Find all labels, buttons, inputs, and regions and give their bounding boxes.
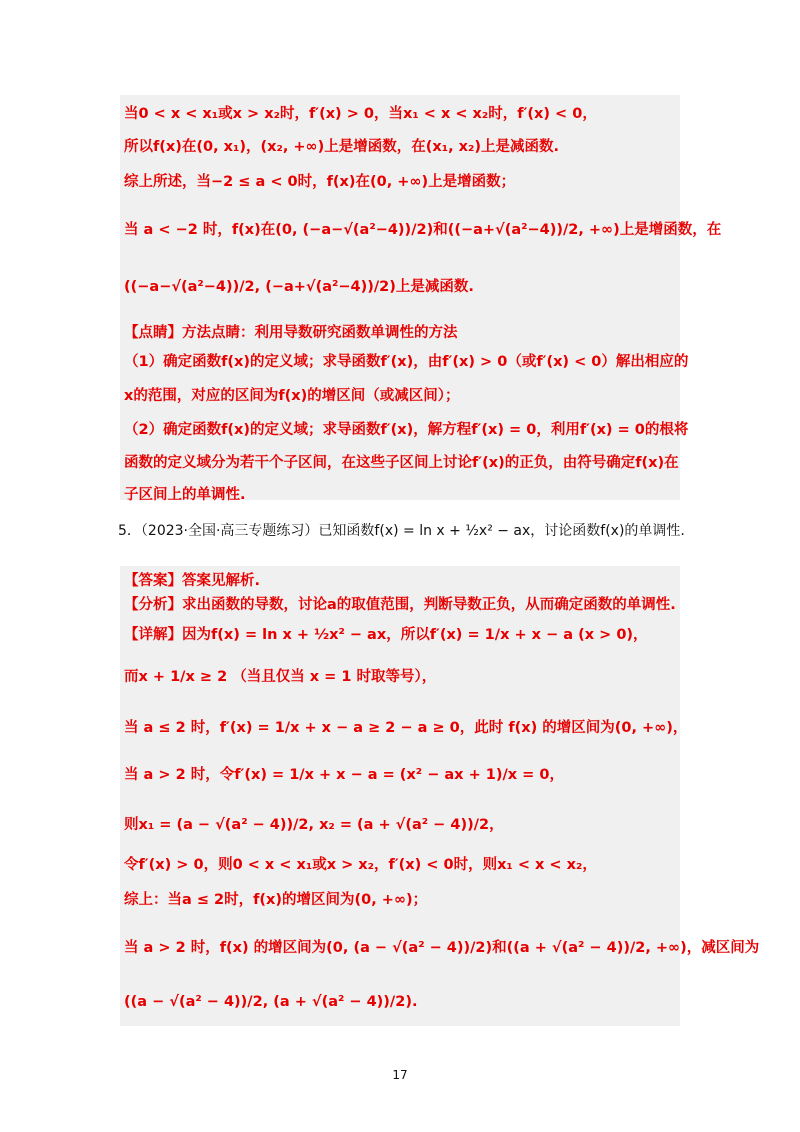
text-line: 子区间上的单调性. <box>124 487 246 503</box>
text-line: （1）确定函数f(x)的定义域；求导函数f′(x)，由f′(x) > 0（或f′(x) < 0）解出相应的 <box>124 354 689 370</box>
text-line: 当 a > 2 时，令f′(x) = 1/x + x − a = (x² − ax + 1)/x = 0， <box>124 767 564 783</box>
text-line: 【分析】求出函数的导数，讨论a的取值范围，判断导数正负，从而确定函数的单调性. <box>124 597 676 613</box>
text-line: 令f′(x) > 0，则0 < x < x₁或x > x₂，f′(x) < 0时，则x₁ < x < x₂， <box>124 857 597 873</box>
problem-statement: 5．（2023·全国·高三专题练习）已知函数f(x) = ln x + ½x² − ax，讨论函数f(x)的单调性. <box>118 523 685 539</box>
text-line: 【详解】因为f(x) = ln x + ½x² − ax，所以f′(x) = 1/x + x − a (x > 0)， <box>124 627 648 643</box>
text-line: （2）确定函数f(x)的定义域；求导函数f′(x)，解方程f′(x) = 0，利用f′(x) = 0的根将 <box>124 422 689 438</box>
text-line: 当0 < x < x₁或x > x₂时，f′(x) > 0，当x₁ < x < x₂时，f′(x) < 0， <box>124 106 597 122</box>
text-line: 当 a < −2 时，f(x)在(0, (−a−√(a²−4))/2)和((−a+√(a²−4))/2, +∞)上是增函数，在 <box>124 222 722 238</box>
text-line: 函数的定义域分为若干个子区间，在这些子区间上讨论f′(x)的正负，由符号确定f(x)在 <box>124 455 679 471</box>
page-number: 17 <box>392 1068 408 1082</box>
text-line: 当 a > 2 时，f(x) 的增区间为(0, (a − √(a² − 4))/2)和((a + √(a² − 4))/2, +∞)，减区间为 <box>124 940 760 956</box>
text-line: x的范围，对应的区间为f(x)的增区间（或减区间）； <box>124 388 460 404</box>
text-line: 则x₁ = (a − √(a² − 4))/2, x₂ = (a + √(a² − 4))/2， <box>124 817 504 833</box>
text-line: ((−a−√(a²−4))/2, (−a+√(a²−4))/2)上是减函数. <box>124 279 474 295</box>
text-line: 综上：当a ≤ 2时，f(x)的增区间为(0, +∞)； <box>124 892 428 908</box>
text-line: 【答案】答案见解析. <box>124 573 261 589</box>
text-line: 综上所述，当−2 ≤ a < 0时，f(x)在(0, +∞)上是增函数； <box>124 174 516 190</box>
text-line: 而x + 1/x ≥ 2 （当且仅当 x = 1 时取等号）， <box>124 669 437 685</box>
text-line: 所以f(x)在(0, x₁)，(x₂, +∞)上是增函数，在(x₁, x₂)上是减函数. <box>124 139 559 155</box>
text-line: ((a − √(a² − 4))/2, (a + √(a² − 4))/2). <box>124 994 418 1010</box>
text-line: 当 a ≤ 2 时，f′(x) = 1/x + x − a ≥ 2 − a ≥ 0，此时 f(x) 的增区间为(0, +∞)， <box>124 720 688 736</box>
text-line: 【点睛】方法点睛：利用导数研究函数单调性的方法 <box>124 325 458 341</box>
